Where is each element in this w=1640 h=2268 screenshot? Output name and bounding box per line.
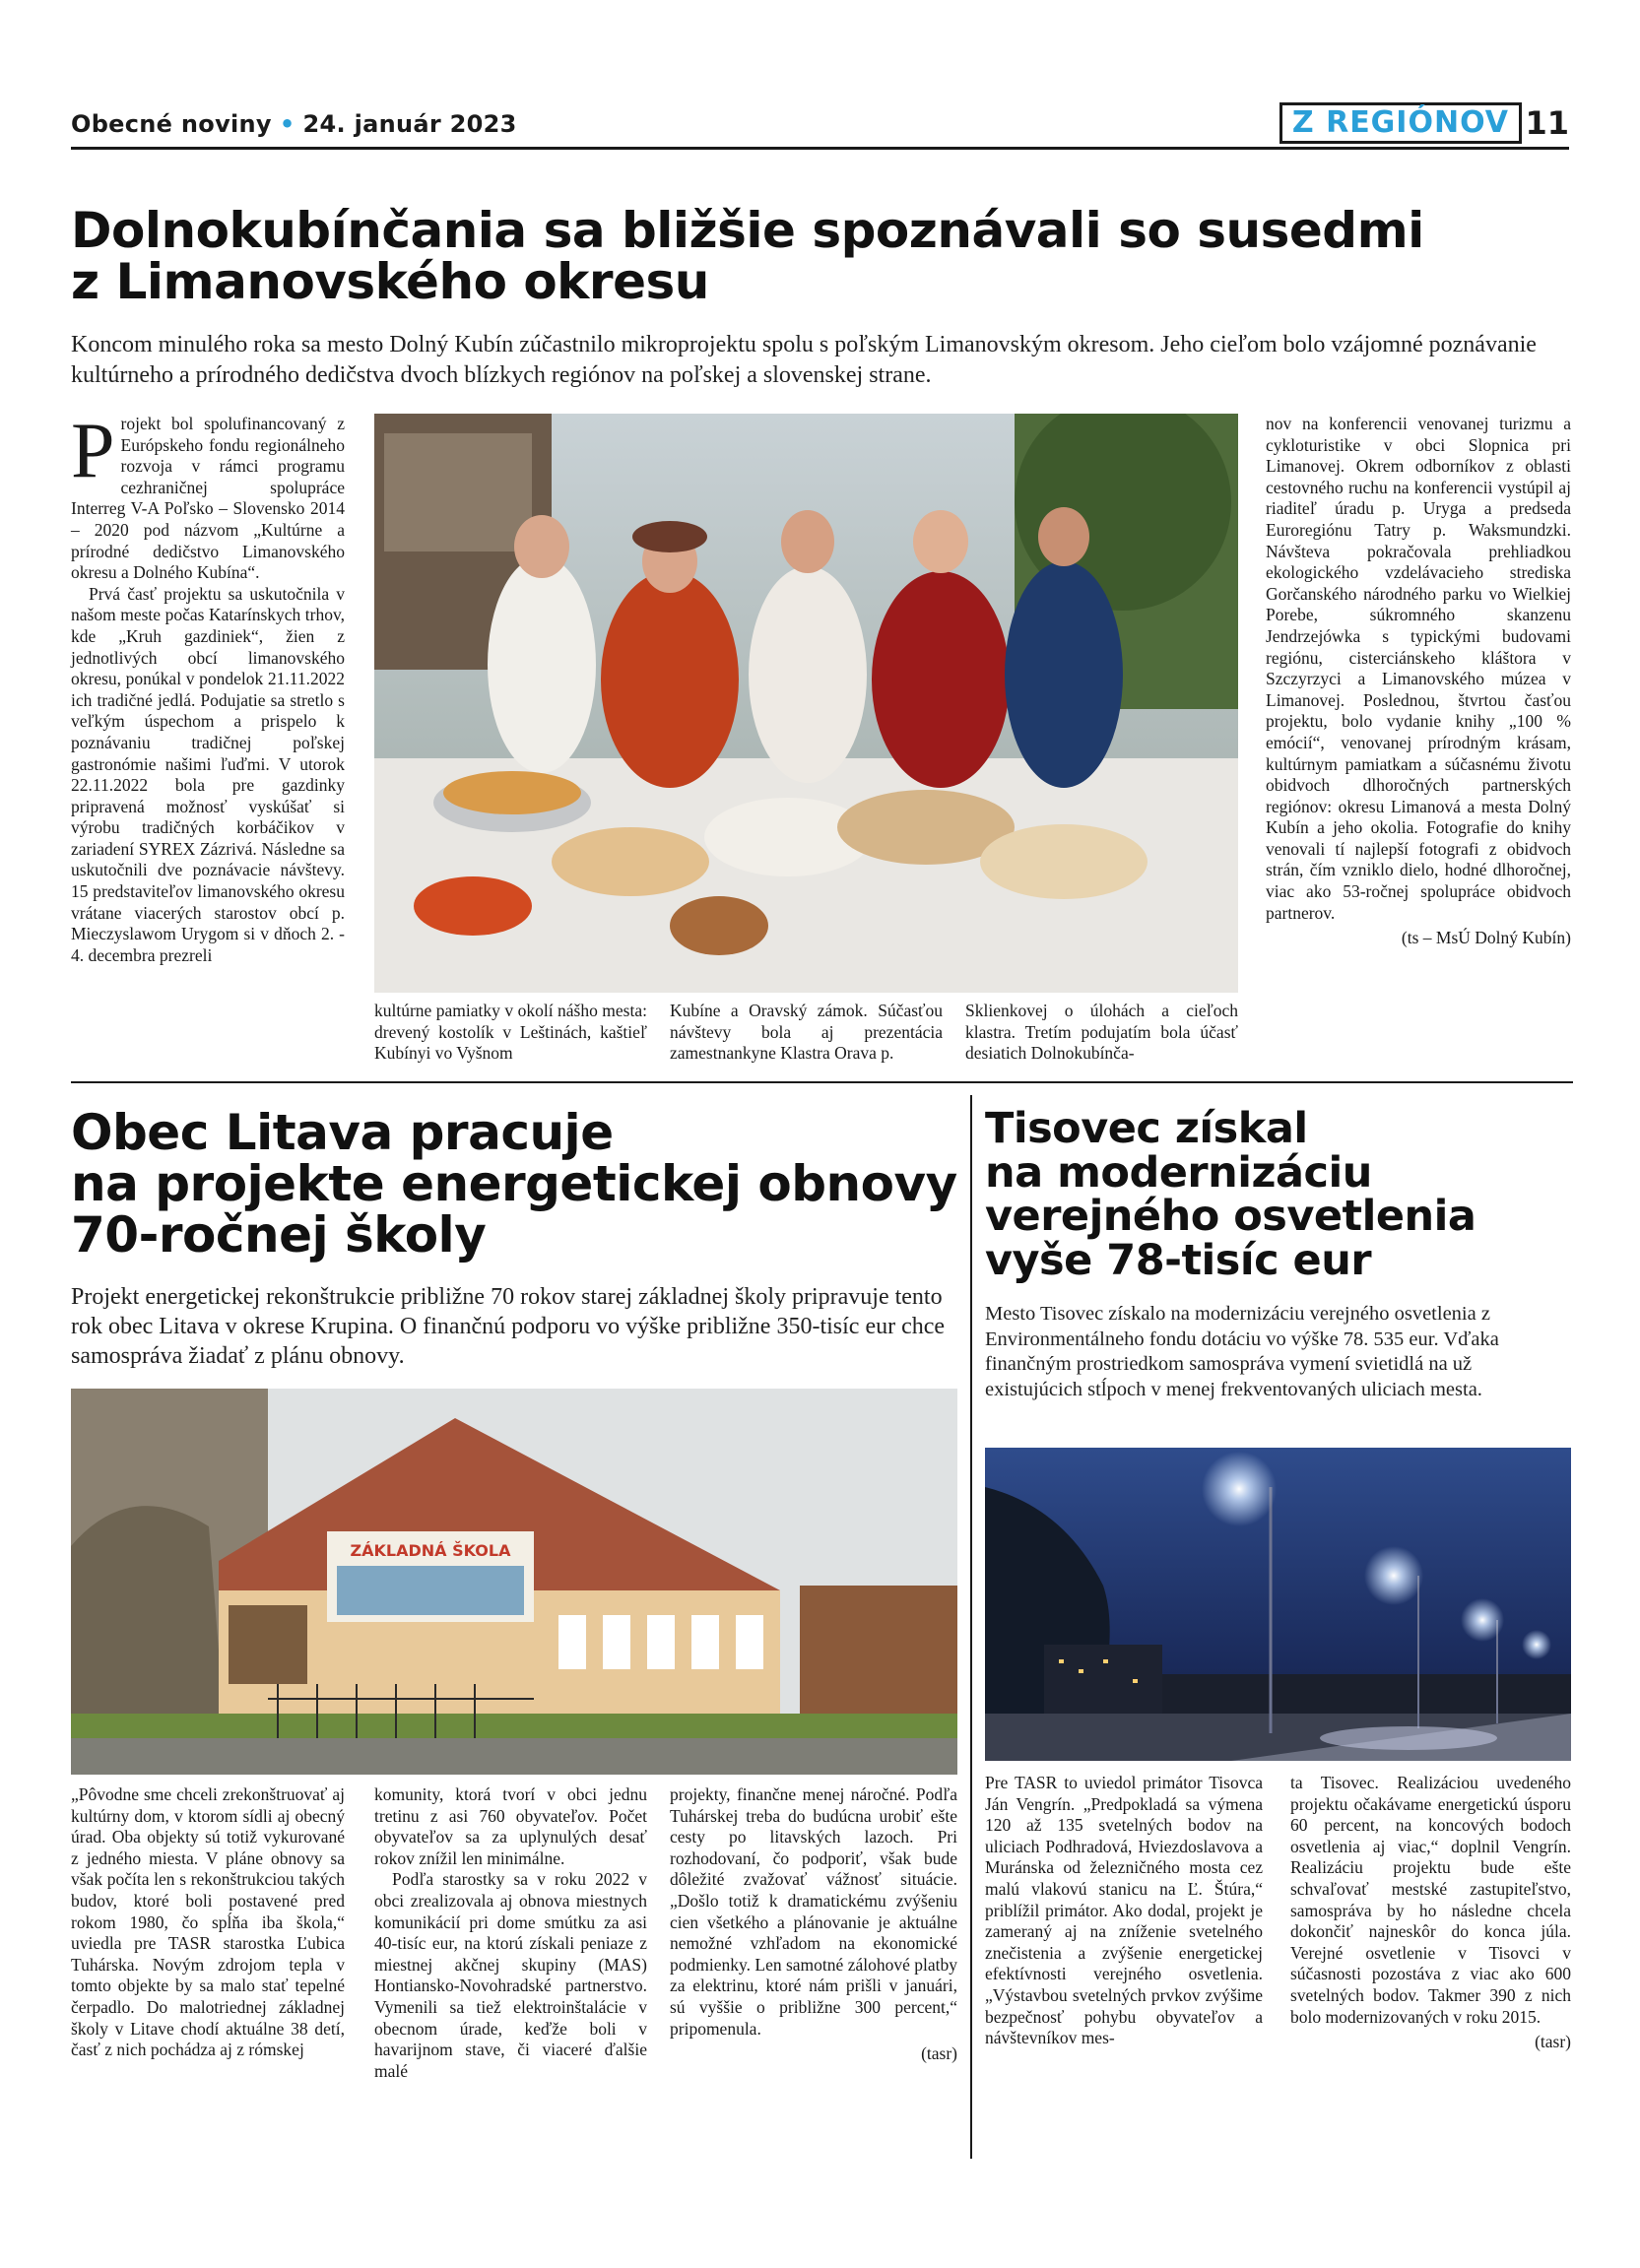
article2-title: Obec Litava pracuje na projekte energetickej obnovy 70-ročnej školy (71, 1104, 957, 1264)
dropcap: P (71, 408, 115, 494)
section-divider (71, 1081, 1573, 1083)
photo-street-lights-night (985, 1448, 1571, 1761)
article2-lead: Projekt energetickej rekonštrukcie približne 70 rokov starej základnej školy pripravuje tento rok obec Litava v okrese Krupina. O finančnú podporu vo výške približne 350-tisíc eur chce samospráva žiadať z plánu obnovy. (71, 1284, 946, 1369)
folk-photo-image (374, 414, 1238, 993)
article3-column-1: Pre TASR to uviedol primátor Tisovca Ján Vengrín. „Predpokladá sa výmena 120 až 135 svetelných bodov na uliciach Podhradová, Hviezdoslavova a Muránska od železničného mosta cez malú vlakovú stanicu na Ľ. Štúra,“ priblížil primátor. Ako dodal, projekt je zameraný aj na zníženie svetelného znečistenia a zvýšenie energetickej efektívnosti verejného osvetlenia. „Výstavbou svetelných prvkov zvýšime bezpečnosť pohybu obyvateľov a návštevníkov mes- (985, 1773, 1263, 2048)
article3-title: Tisovec získal na modernizáciu verejného osvetlenia vyše 78-tisíc eur (985, 1104, 1476, 1286)
school-sign: ZÁKLADNÁ ŠKOLA (350, 1541, 511, 1560)
article2-column-1: „Pôvodne sme chceli zrekonštruovať aj kultúrny dom, v ktorom sídli aj obecný úrad. Oba objekty sú totiž vykurované z jedného miesta. V pláne obnovy sa však počíta len s rekonštrukciou takých budov, ktoré boli postavené pred rokom 1980, čo spĺňa iba škola,“ uviedla pre TASR starostka Ľubica Tuhárska. Novým zdrojom tepla v tomto objekte by sa malo stať tepelné čerpadlo. Do malotriednej základnej školy v Litave chodí aktuálne 38 detí, časť z nich pochádza aj z rómskej (71, 1784, 345, 2060)
article1-column-5: nov na konferencii venovanej turizmu a cykloturistike v obci Slopnica pri Limanovej. Okrem odborníkov z oblasti cestovného ruchu na konferencii vystúpil aj riaditeľ úradu p. Uryga a predseda Euroregiónu Tatry p. Waksmundzki. Návšteva pokračovala prehliadkou ekologického vzdelávacieho strediska Gorčanského národného parku vo Wielkiej Porebe, súkromného skanzenu Jendrzejówka s typickými budovami regiónu, cisterciánskeho kláštora v Szczyrzyci a Limanovského múzea v Limanovej. Poslednou, štvrtou časťou projektu, bolo vydanie knihy „100 % emócií“, venovanej prírodným krásam, kultúrnym pamiatkam a súčasnému životu obidvoch dlhoročných partnerských regiónov: okresu Limanová a mesta Dolný Kubín a jeho okolia. Fotografie do knihy venovali tí najlepší fotografi z obidvoch strán, čím vzniklo dielo, hodné dlhoročnej, viac ako 53-ročnej spolupráce obidvoch partnerov. (ts – MsÚ Dolný Kubín) (1266, 414, 1571, 948)
article3-lead: Mesto Tisovec získalo na modernizáciu verejného osvetlenia z Environmentálneho fondu dotáciu vo výške 78. 535 eur. Vďaka finančným prostriedkom samospráva vymení svietidlá na už existujúcich stĺpoch v menej frekventovaných uliciach mesta. (985, 1303, 1499, 1400)
article1-column-2: kultúrne pamiatky v okolí nášho mesta: drevený kostolík v Leštinách, kaštieľ Kubínyi vo Vyšnom (374, 1001, 647, 1064)
article1-title: Dolnokubínčania sa bližšie spoznávali so susedmi z Limanovského okresu (71, 202, 1424, 310)
masthead-title: Obecné noviny (71, 110, 272, 138)
section-label: Z REGIÓNOV (1279, 102, 1522, 144)
article2-column-3: projekty, finančne menej náročné. Podľa Tuhárskej treba do budúcna urobiť ešte cesty po litavských lazoch. Pri rozhodovaní, čo podporiť, však bude dôležité zvažovať vážnosť situácie. „Došlo totiž k dramatickému zvýšeniu cien všetkého a plánovanie je aktuálne nemožné vzhľadom na ekonomické podmienky. Len samotné zálohové platby za elektrinu, ktoré nám prišli v januári, sú vyššie o približne 300 percent,“ pripomenula. (tasr) (670, 1784, 957, 2064)
article1-column-3: Kubíne a Oravský zámok. Súčasťou návštevy bola aj prezentácia zamestnankyne Klastra Orava p. (670, 1001, 943, 1064)
article2-signature: (tasr) (921, 2043, 957, 2064)
photo-school-building (71, 1389, 957, 1775)
street-lights-image (985, 1448, 1571, 1761)
article1-column-4: Sklienkovej o úlohách a cieľoch klastra. Tretím podujatím bola účasť desiatich Dolnokubínča- (965, 1001, 1238, 1064)
article1-signature: (ts – MsÚ Dolný Kubín) (1401, 928, 1571, 948)
article1-column-1: Projekt bol spolufinancovaný z Európskeho fondu regionálneho rozvoja v rámci programu cezhraničnej spolupráce Interreg V-A Poľsko – Slovensko 2014 – 2020 pod názvom „Kultúrne a prírodné dedičstvo Limanovského okresu a Dolného Kubína“. Prvá časť projektu sa uskutočnila v našom meste počas Katarínskych trhov, kde „Kruh gazdiniek“, žien z jednotlivých obcí limanovského okresu, ponúkal v pondelok 21.11.2022 ich tradičné jedlá. Podujatie sa stretlo s veľkým úspechom a prispelo k poznávaniu tradičnej poľskej gastronómie našimi ľuďmi. V utorok 22.11.2022 bola pre gazdinky pripravená možnosť vyskúšať si výrobu tradičných korbáčikov v zariadení SYREX Zázrivá. Následne sa uskutočnili dve poznávacie návštevy. 15 predstaviteľov limanovského okresu vrátane viacerých starostov obcí p. Mieczyslawom Urygom si v dňoch 2. - 4. decembra prezreli (71, 408, 345, 965)
article1-lead: Koncom minulého roka sa mesto Dolný Kubín zúčastnilo mikroprojektu spolu s poľským Limanovským okresom. Jeho cieľom bolo vzájomné poznávanie kultúrneho a prírodného dedičstva dvoch blízkych regiónov na poľskej a slovenskej strane. (71, 332, 1537, 388)
issue-date: 24. január 2023 (302, 110, 517, 138)
photo-women-folk-costumes (374, 414, 1238, 993)
separator-dot: • (279, 110, 295, 138)
column-divider (970, 1095, 972, 2159)
page-number: 11 (1525, 104, 1569, 142)
page-header (71, 102, 1569, 150)
masthead (71, 110, 517, 138)
article3-column-2: ta Tisovec. Realizáciou uvedeného projektu očakávame energetickú úsporu 60 percent, na koncových bodoch osvetlenia aj viac,“ doplnil Vengrín. Realizáciu projektu bude ešte schvaľovať mestské zastupiteľstvo, samospráva by ho následne chcela dokončiť najneskôr do konca júla. Verejné osvetlenie v Tisovci v súčasnosti pozostáva z viac ako 600 svetelných bodov. Takmer 390 z nich bolo modernizovaných v roku 2015. (tasr) (1290, 1773, 1571, 2052)
article2-column-2: komunity, ktorá tvorí v obci jednu tretinu z asi 760 obyvateľov. Počet obyvateľov sa za uplynulých desať rokov znížil len minimálne. Podľa starostky sa v roku 2022 v obci zrealizovala aj obnova miestnych komunikácií pri dome smútku za asi 40-tisíc eur, na ktorú získali peniaze z miestnej akčnej skupiny (MAS) Hontiansko-Novohradské partnerstvo. Vymenili sa tiež elektroinštalácie v obecnom úrade, keďže boli v havarijnom stave, či viaceré ďalšie malé (374, 1784, 647, 2081)
article3-signature: (tasr) (1535, 2032, 1571, 2052)
school-photo-image (71, 1389, 957, 1775)
